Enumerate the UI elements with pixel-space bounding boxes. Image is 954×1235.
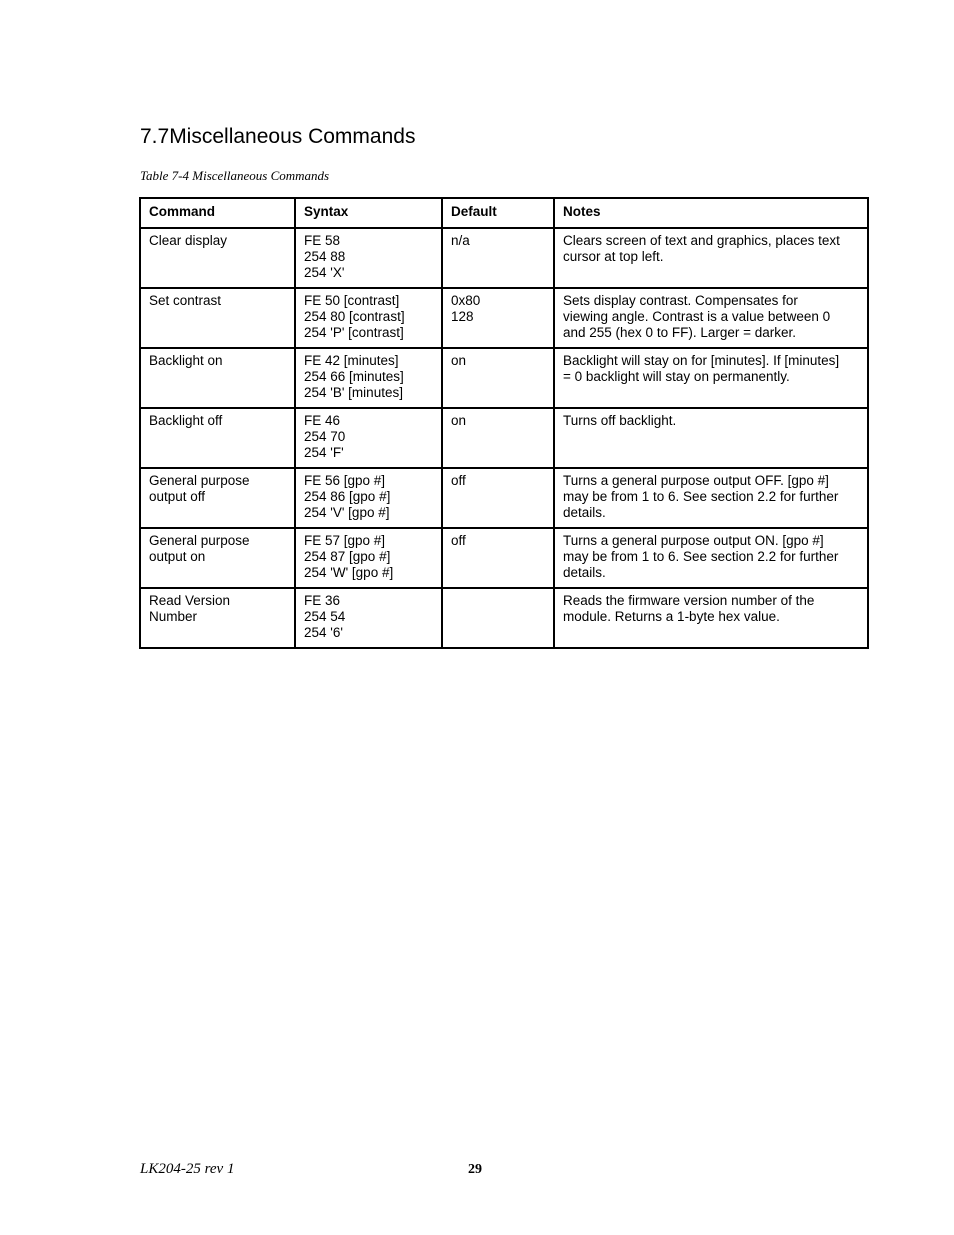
command-text-line: Backlight on (149, 353, 223, 368)
syntax-text-line: FE 57 [gpo #] (304, 533, 386, 548)
command-text-line: output off (149, 489, 206, 504)
syntax-text-line: FE 36 (304, 593, 341, 608)
cell-syntax (295, 588, 442, 648)
notes-text-line: = 0 backlight will stay on permanently. (563, 369, 790, 384)
header-notes: Notes (554, 198, 868, 228)
cell-command (140, 588, 295, 648)
syntax-text-line: 254 '6' (304, 625, 343, 640)
cell-default (442, 588, 554, 648)
header-default: Default (442, 198, 554, 228)
table-header-row (140, 198, 868, 228)
command-text-line: General purpose (149, 533, 250, 548)
table-row (140, 348, 868, 408)
syntax-text-line: 254 66 [minutes] (304, 369, 404, 384)
syntax-text-line: 254 'V' [gpo #] (304, 505, 390, 520)
cell-notes (554, 228, 868, 288)
cell-command (140, 408, 295, 468)
table-row (140, 408, 868, 468)
header-command: Command (140, 198, 295, 228)
notes-text-line: may be from 1 to 6. See section 2.2 for further (563, 549, 839, 564)
notes-text-line: viewing angle. Contrast is a value between 0 (563, 309, 831, 324)
default-text-line: on (451, 413, 467, 428)
default-text-line: 128 (451, 309, 474, 324)
cell-default (442, 468, 554, 528)
cell-command (140, 288, 295, 348)
syntax-text-line: 254 'F' (304, 445, 344, 460)
syntax-text-line: FE 42 [minutes] (304, 353, 399, 368)
command-text-line: Clear display (149, 233, 228, 248)
notes-text-line: Turns off backlight. (563, 413, 677, 428)
cell-default (442, 228, 554, 288)
cell-command (140, 348, 295, 408)
syntax-text-line: 254 88 (304, 249, 346, 264)
cell-command (140, 528, 295, 588)
syntax-text-line: 254 80 [contrast] (304, 309, 405, 324)
syntax-text-line: FE 50 [contrast] (304, 293, 400, 308)
cell-syntax (295, 228, 442, 288)
syntax-text-line: 254 87 [gpo #] (304, 549, 391, 564)
notes-text-line: may be from 1 to 6. See section 2.2 for further (563, 489, 839, 504)
table-row (140, 528, 868, 588)
notes-text-line: Turns a general purpose output OFF. [gpo #] (563, 473, 829, 488)
cell-syntax (295, 288, 442, 348)
cell-command (140, 468, 295, 528)
notes-text-line: module. Returns a 1-byte hex value. (563, 609, 780, 624)
table-body (140, 228, 868, 648)
command-text-line: output on (149, 549, 206, 564)
section-heading: 7.7Miscellaneous Commands (140, 125, 416, 148)
syntax-text-line: 254 'P' [contrast] (304, 325, 404, 340)
cell-default (442, 408, 554, 468)
notes-text-line: details. (563, 505, 606, 520)
syntax-text-line: 254 'W' [gpo #] (304, 565, 394, 580)
cell-default (442, 348, 554, 408)
notes-text-line: and 255 (hex 0 to FF). Larger = darker. (563, 325, 797, 340)
cell-syntax (295, 348, 442, 408)
syntax-text-line: 254 54 (304, 609, 346, 624)
syntax-text-line: FE 58 (304, 233, 341, 248)
cell-notes (554, 528, 868, 588)
cell-notes (554, 288, 868, 348)
default-text-line: off (451, 473, 466, 488)
cell-notes (554, 588, 868, 648)
footer-document-id: LK204-25 rev 1 (140, 1161, 235, 1177)
cell-syntax (295, 408, 442, 468)
syntax-text-line: 254 'X' (304, 265, 345, 280)
notes-text-line: Backlight will stay on for [minutes]. If [minutes] (563, 353, 840, 368)
notes-text-line: Clears screen of text and graphics, places text (563, 233, 840, 248)
command-text-line: Read Version (149, 593, 231, 608)
cell-command (140, 228, 295, 288)
default-text-line: n/a (451, 233, 470, 248)
notes-text-line: details. (563, 565, 606, 580)
cell-default (442, 528, 554, 588)
cell-notes (554, 408, 868, 468)
command-text-line: General purpose (149, 473, 250, 488)
syntax-text-line: 254 70 (304, 429, 346, 444)
table-row (140, 228, 868, 288)
footer-page-number: 29 (468, 1162, 482, 1177)
cell-syntax (295, 468, 442, 528)
command-text-line: Number (149, 609, 198, 624)
default-text-line: on (451, 353, 467, 368)
header-syntax: Syntax (295, 198, 442, 228)
syntax-text-line: FE 46 (304, 413, 341, 428)
table-row (140, 588, 868, 648)
cell-syntax (295, 528, 442, 588)
notes-text-line: cursor at top left. (563, 249, 664, 264)
default-text-line: 0x80 (451, 293, 481, 308)
syntax-text-line: 254 86 [gpo #] (304, 489, 391, 504)
command-text-line: Set contrast (149, 293, 222, 308)
default-text-line: off (451, 533, 466, 548)
syntax-text-line: 254 'B' [minutes] (304, 385, 403, 400)
table-caption: Table 7-4 Miscellaneous Commands (140, 168, 330, 183)
syntax-text-line: FE 56 [gpo #] (304, 473, 386, 488)
table-row (140, 288, 868, 348)
commands-table (139, 197, 869, 649)
command-text-line: Backlight off (149, 413, 223, 428)
cell-notes (554, 468, 868, 528)
notes-text-line: Reads the firmware version number of the (563, 593, 815, 608)
cell-notes (554, 348, 868, 408)
notes-text-line: Sets display contrast. Compensates for (563, 293, 798, 308)
table-row (140, 468, 868, 528)
cell-default (442, 288, 554, 348)
notes-text-line: Turns a general purpose output ON. [gpo #] (563, 533, 824, 548)
